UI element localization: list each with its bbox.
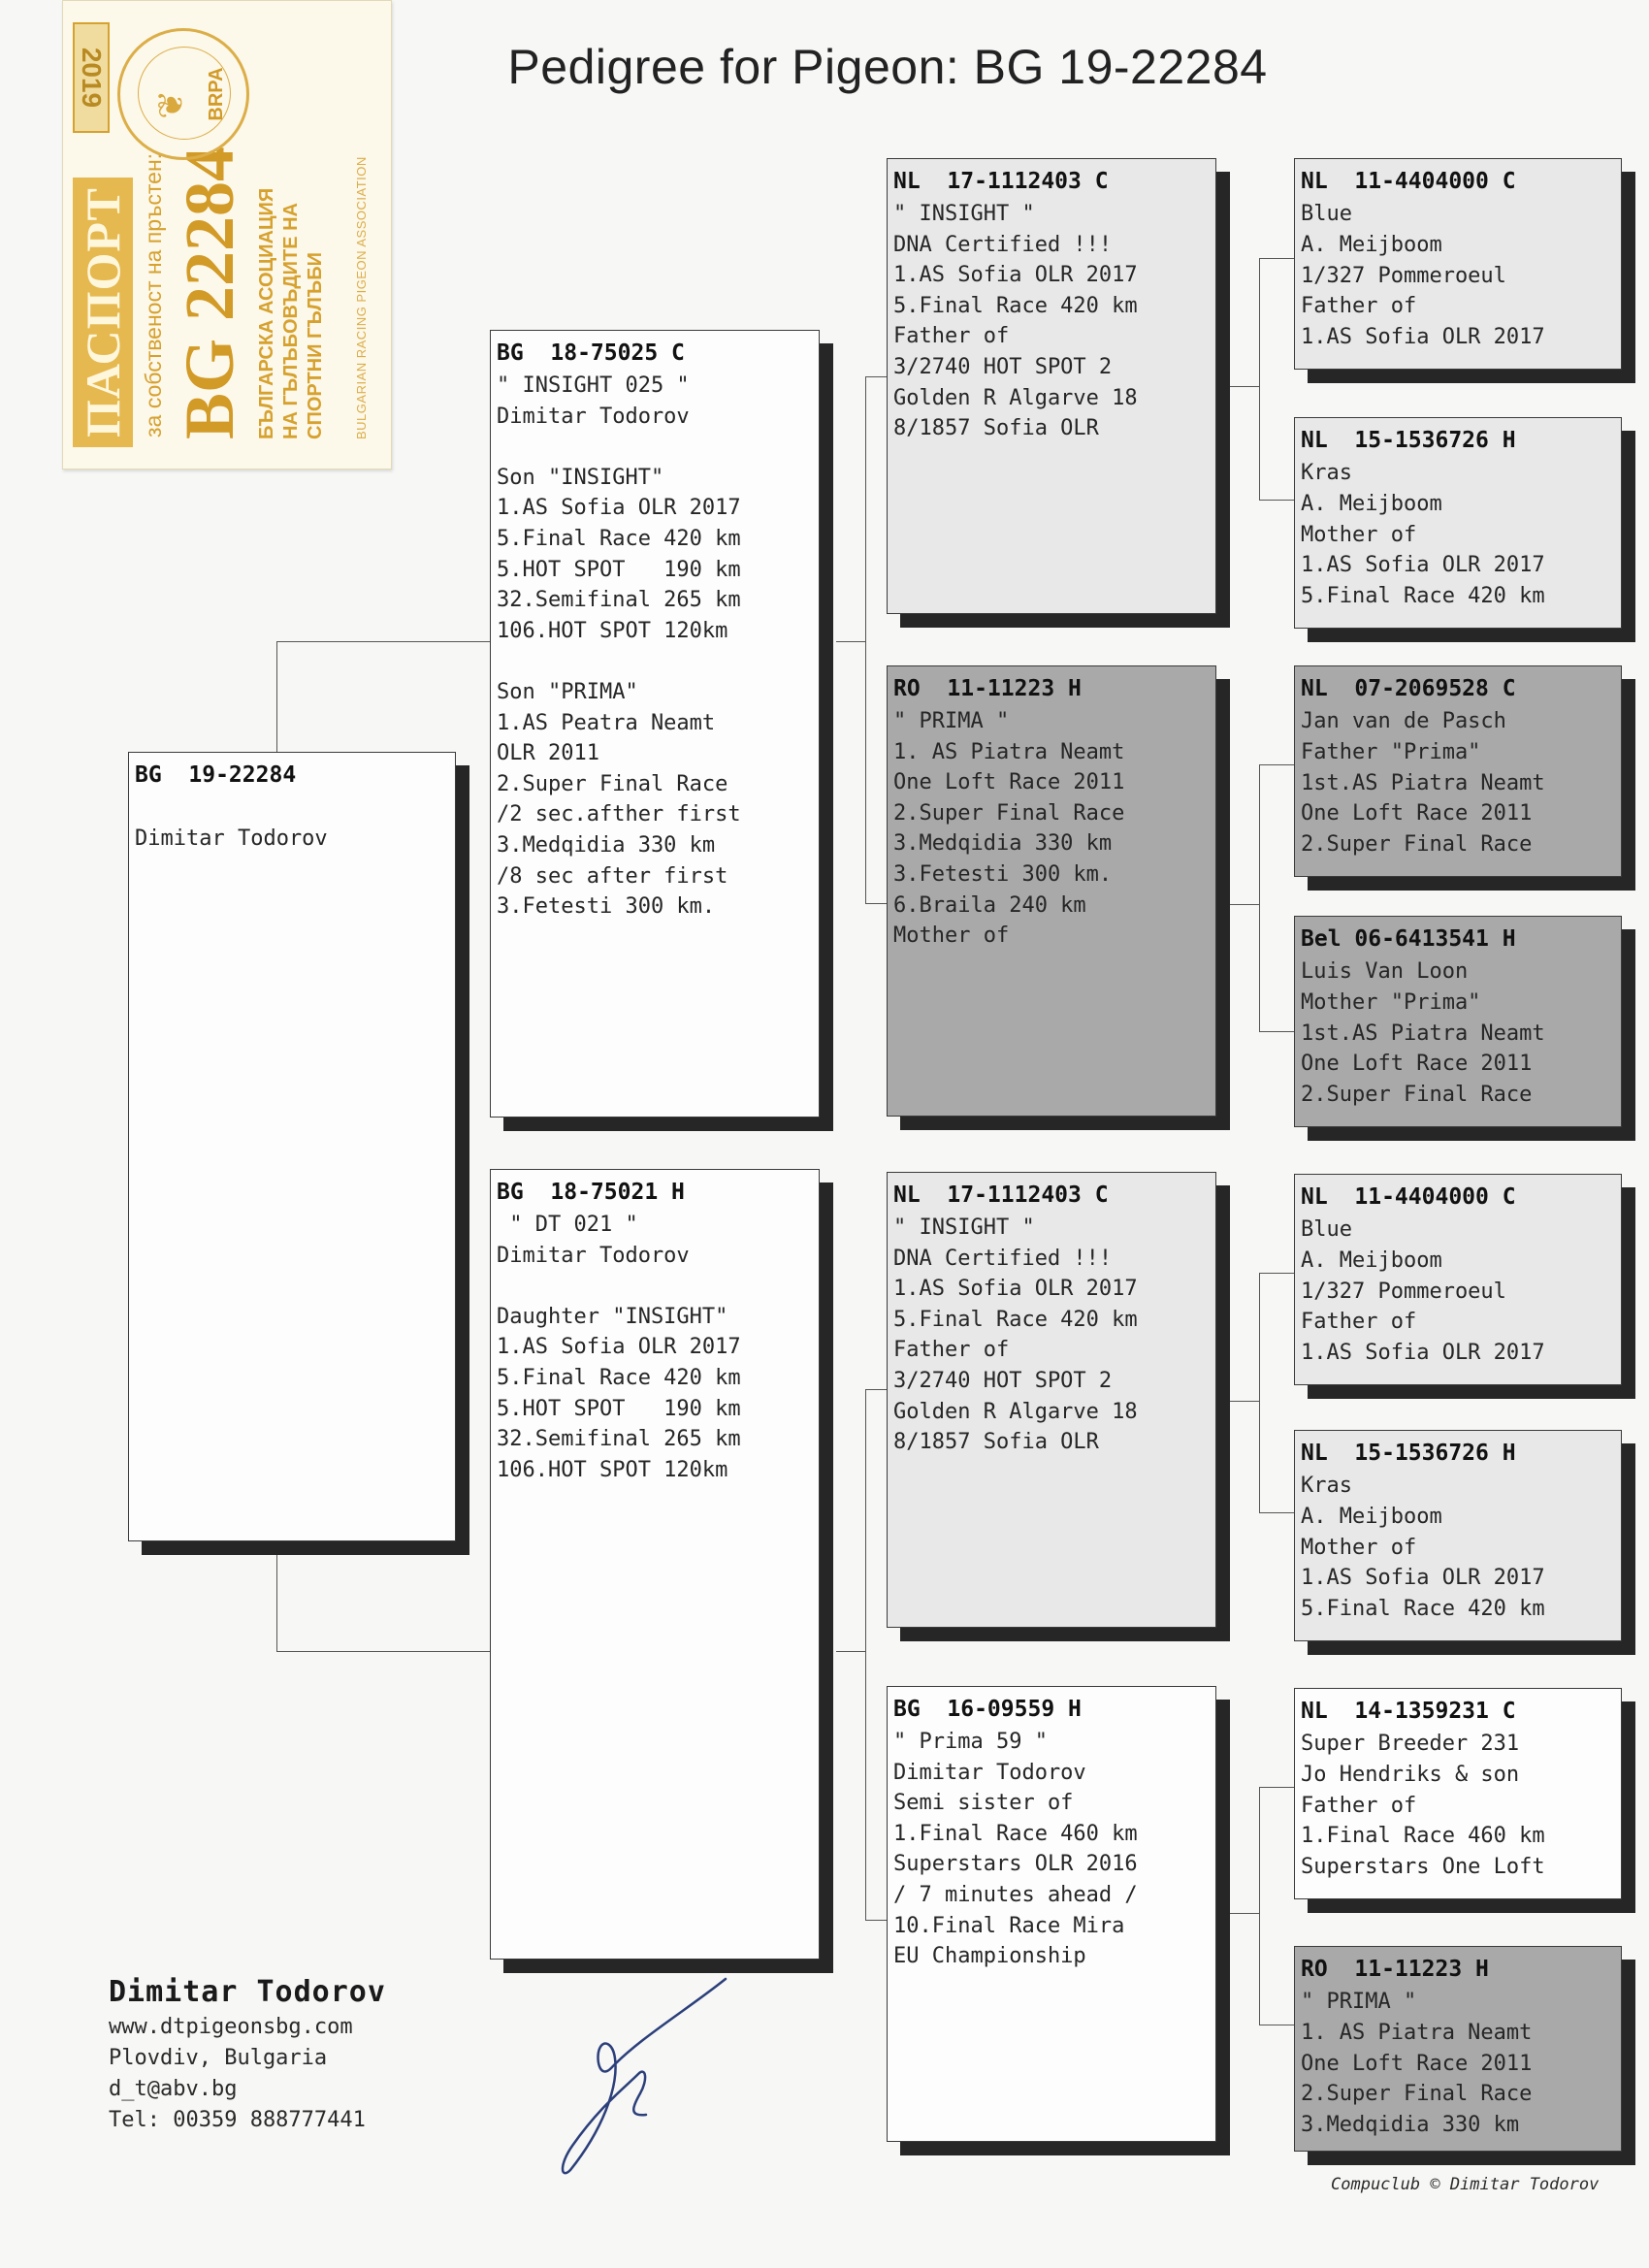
association-name-en: BULGARIAN RACING PIGEON ASSOCIATION [354, 156, 369, 439]
pedigree-line: 1/327 Pommeroeul [1301, 263, 1506, 288]
pedigree-line [135, 793, 449, 824]
sds-box [1294, 665, 1622, 877]
pedigree-line [497, 646, 813, 677]
pedigree-line: Golden R Algarve 18 [893, 1399, 1138, 1424]
sss-box [1294, 158, 1622, 370]
ring-header: RO 11-11223 H [893, 676, 1082, 701]
dam-box [490, 1169, 820, 1960]
pedigree-line: 3/2740 HOT SPOT 2 [893, 354, 1113, 379]
ring-header: BG 16-09559 H [893, 1697, 1082, 1722]
connector-sd-parents [1230, 904, 1259, 905]
pedigree-line: Dimitar Todorov [893, 1760, 1086, 1785]
pedigree-line: One Loft Race 2011 [1301, 2051, 1533, 2076]
breeder-info [109, 1973, 386, 2136]
pedigree-line: 5.HOT SPOT 190 km [497, 1396, 741, 1421]
ddd-box [1294, 1946, 1622, 2152]
connector-ss-parents [1230, 386, 1259, 387]
pedigree-line: /2 sec.afther first [497, 802, 741, 827]
pedigree-line: Kras [1301, 461, 1352, 485]
pedigree-line: 3.Fetesti 300 km. [893, 861, 1113, 887]
pedigree-line: " INSIGHT 025 " [497, 373, 690, 398]
pedigree-line: Son "INSIGHT" [497, 465, 664, 490]
pedigree-line: / 7 minutes ahead / [893, 1882, 1138, 1907]
pedigree-line: " PRIMA " [1301, 1990, 1417, 2014]
ring-header: NL 07-2069528 C [1301, 676, 1516, 701]
pedigree-line: One Loft Race 2011 [893, 770, 1125, 795]
pedigree-line: Father "Prima" [1301, 739, 1481, 764]
pedigree-line: 3/2740 HOT SPOT 2 [893, 1368, 1113, 1393]
pedigree-line: Father of [893, 1338, 1010, 1363]
pedigree-line: " INSIGHT " [893, 202, 1035, 226]
sire-box [490, 330, 820, 1118]
pedigree-line: " INSIGHT " [893, 1215, 1035, 1240]
pedigree-line: 1st.AS Piatra Neamt [1301, 1021, 1545, 1046]
signature-icon [532, 1971, 735, 2185]
pedigree-line: " Prima 59 " [893, 1730, 1048, 1754]
pedigree-line: Dimitar Todorov [497, 404, 690, 429]
subject-pigeon-box [128, 752, 456, 1541]
pedigree-line: 5.Final Race 420 km [893, 1307, 1138, 1332]
pedigree-line [497, 432, 813, 463]
pedigree-line: Dimitar Todorov [497, 1243, 690, 1268]
pedigree-line: 5.Final Race 420 km [1301, 584, 1545, 609]
ring-header: NL 17-1112403 C [893, 1183, 1109, 1208]
passport-sticker [62, 0, 392, 470]
pedigree-line: 5.Final Race 420 km [893, 293, 1138, 318]
pedigree-line: A. Meijboom [1301, 1504, 1442, 1529]
copyright-footer: Compuclub © Dimitar Todorov [1331, 2175, 1600, 2194]
pedigree-line: 1st.AS Piatra Neamt [1301, 770, 1545, 795]
connector-sire-parents [836, 641, 865, 642]
pedigree-line: 1/327 Pommeroeul [1301, 1279, 1506, 1304]
pedigree-line: 2.Super Final Race [893, 800, 1125, 826]
association-seal [117, 28, 249, 160]
pedigree-line: Jan van de Pasch [1301, 709, 1506, 733]
pedigree-line: Dimitar Todorov [135, 826, 328, 851]
pedigree-line: 1.Final Race 460 km [1301, 1824, 1545, 1849]
connector-dd-parents-vertical [1259, 1787, 1299, 2025]
pedigree-line: Son "PRIMA" [497, 679, 638, 704]
pedigree-line: Semi sister of [893, 1791, 1074, 1816]
pedigree-line: 2.Super Final Race [1301, 1083, 1533, 1108]
breeder-contact: www.dtpigeonsbg.com Plovdiv, Bulgaria d_t@abv.bg Tel: 00359 888777441 [109, 2015, 366, 2132]
ring-header: NL 14-1359231 C [1301, 1699, 1516, 1724]
pedigree-line: Father of [1301, 1310, 1417, 1335]
pedigree-line: Superstars One Loft [1301, 1855, 1545, 1880]
connector-ds-parents-vertical [1259, 1273, 1299, 1513]
dsd-box [1294, 1430, 1622, 1641]
connector-dd-parents [1230, 1913, 1259, 1914]
sticker-year: 2019 [73, 22, 110, 133]
pedigree-line [497, 1271, 813, 1302]
breeder-name: Dimitar Todorov [109, 1975, 386, 2009]
pedigree-line: 5.HOT SPOT 190 km [497, 557, 741, 582]
pigeon-icon: ❦ [144, 92, 193, 118]
ring-header: BG 18-75021 H [497, 1180, 685, 1205]
pedigree-line: A. Meijboom [1301, 491, 1442, 516]
connector-sd-parents-vertical [1259, 764, 1299, 1032]
pedigree-line: Blue [1301, 1217, 1352, 1242]
seal-text: BRPA [206, 67, 227, 121]
ring-header: RO 11-11223 H [1301, 1957, 1489, 1982]
dss-box [1294, 1174, 1622, 1385]
pedigree-line: 3.Fetesti 300 km. [497, 894, 716, 920]
pedigree-line: Daughter "INSIGHT" [497, 1304, 728, 1329]
dds-box [1294, 1688, 1622, 1899]
pedigree-line: Super Breeder 231 [1301, 1732, 1520, 1756]
pedigree-line: 2.Super Final Race [1301, 832, 1533, 858]
ring-header: NL 11-4404000 C [1301, 1184, 1516, 1210]
pedigree-line: 1.AS Sofia OLR 2017 [497, 1335, 741, 1360]
pedigree-line: 5.Final Race 420 km [497, 1365, 741, 1390]
pedigree-line: 3.Medqidia 330 km [1301, 2113, 1520, 2138]
sire-sire-box [887, 158, 1216, 614]
pedigree-line: 1.AS Sofia OLR 2017 [893, 1277, 1138, 1302]
sdd-box [1294, 916, 1622, 1127]
pedigree-line: Jo Hendriks & son [1301, 1762, 1520, 1787]
pedigree-line: Mother of [1301, 1535, 1417, 1560]
passport-heading: ПАСПОРТ [73, 178, 133, 447]
pedigree-line: 5.Final Race 420 km [1301, 1597, 1545, 1622]
pedigree-line: 10.Final Race Mira [893, 1913, 1125, 1938]
pedigree-line: EU Championship [893, 1944, 1086, 1969]
ring-header: Bel 06-6413541 H [1301, 926, 1516, 952]
ssd-box [1294, 417, 1622, 629]
pedigree-line: 1.AS Sofia OLR 2017 [497, 496, 741, 521]
ring-header: NL 15-1536726 H [1301, 1441, 1516, 1466]
pedigree-line: 1.AS Sofia OLR 2017 [893, 263, 1138, 288]
connector-dam-parents [836, 1651, 865, 1652]
pedigree-line: 106.HOT SPOT 120km [497, 1457, 728, 1482]
pedigree-line: 1.AS Sofia OLR 2017 [1301, 1566, 1545, 1591]
pedigree-line: 32.Semifinal 265 km [497, 588, 741, 613]
connector-subject-dam [276, 1533, 491, 1652]
pedigree-line: 1. AS Piatra Neamt [1301, 2020, 1533, 2045]
pedigree-line: " PRIMA " [893, 709, 1010, 733]
pedigree-line: 2.Super Final Race [497, 771, 728, 796]
pedigree-line: One Loft Race 2011 [1301, 1052, 1533, 1077]
pedigree-line: Kras [1301, 1474, 1352, 1498]
connector-ss-parents-vertical [1259, 258, 1299, 501]
pedigree-line: 1.AS Sofia OLR 2017 [1301, 1341, 1545, 1366]
dam-sire-box [887, 1172, 1216, 1628]
pedigree-line: DNA Certified !!! [893, 232, 1113, 257]
pedigree-line: DNA Certified !!! [893, 1246, 1113, 1271]
pedigree-line: 1.Final Race 460 km [893, 1821, 1138, 1846]
pedigree-line: 1.AS Sofia OLR 2017 [1301, 325, 1545, 350]
pedigree-line: Mother "Prima" [1301, 989, 1481, 1015]
pedigree-line: Mother of [893, 923, 1010, 949]
ring-header: BG 18-75025 C [497, 340, 685, 366]
pedigree-line: 5.Final Race 420 km [497, 526, 741, 551]
pedigree-line: Blue [1301, 202, 1352, 226]
pedigree-line: 2.Super Final Race [1301, 2082, 1533, 2107]
pedigree-line: OLR 2011 [497, 741, 599, 766]
connector-subject-sire [276, 641, 491, 757]
pedigree-line: 6.Braila 240 km [893, 892, 1086, 918]
ring-header: NL 17-1112403 C [893, 169, 1109, 194]
pedigree-line: 1.AS Sofia OLR 2017 [1301, 553, 1545, 578]
association-name: БЪЛГАРСКА АСОЦИАЦИЯ НА ГЪЛЪБОВЪДИТЕ НА СПОРТНИ ГЪЛЪБИ [256, 187, 326, 439]
pedigree-line: 3.Medqidia 330 km [893, 831, 1113, 857]
ring-header: NL 11-4404000 C [1301, 169, 1516, 194]
pedigree-line: 3.Medqidia 330 km [497, 832, 716, 858]
connector-ds-parents [1230, 1401, 1259, 1402]
pedigree-line: 106.HOT SPOT 120km [497, 618, 728, 643]
ring-header: NL 15-1536726 H [1301, 428, 1516, 453]
pedigree-line: /8 sec after first [497, 863, 728, 889]
pedigree-line: One Loft Race 2011 [1301, 801, 1533, 826]
pedigree-line: Superstars OLR 2016 [893, 1852, 1138, 1877]
pedigree-line: A. Meijboom [1301, 232, 1442, 257]
pedigree-line: Mother of [1301, 522, 1417, 547]
pedigree-line: 8/1857 Sofia OLR [893, 1430, 1099, 1455]
pedigree-line: Father of [1301, 294, 1417, 319]
pedigree-line: Father of [1301, 1793, 1417, 1818]
ring-number: BG 22284 [171, 146, 248, 439]
page-title: Pedigree for Pigeon: BG 19-22284 [507, 40, 1268, 94]
pedigree-line: 32.Semifinal 265 km [497, 1427, 741, 1452]
pedigree-line: 1. AS Piatra Neamt [893, 739, 1125, 764]
sire-dam-box [887, 665, 1216, 1117]
pedigree-line: Golden R Algarve 18 [893, 385, 1138, 410]
pedigree-line: " DT 021 " [497, 1213, 638, 1237]
pedigree-line: Father of [893, 324, 1010, 349]
ring-header: BG 19-22284 [135, 762, 297, 788]
pedigree-line: 8/1857 Sofia OLR [893, 416, 1099, 441]
dam-dam-box [887, 1686, 1216, 2142]
pedigree-line: Luis Van Loon [1301, 959, 1469, 984]
pedigree-line: A. Meijboom [1301, 1247, 1442, 1273]
pedigree-line: 1.AS Peatra Neamt [497, 710, 716, 735]
ownership-label: за собственост на пръстен: [141, 152, 166, 437]
